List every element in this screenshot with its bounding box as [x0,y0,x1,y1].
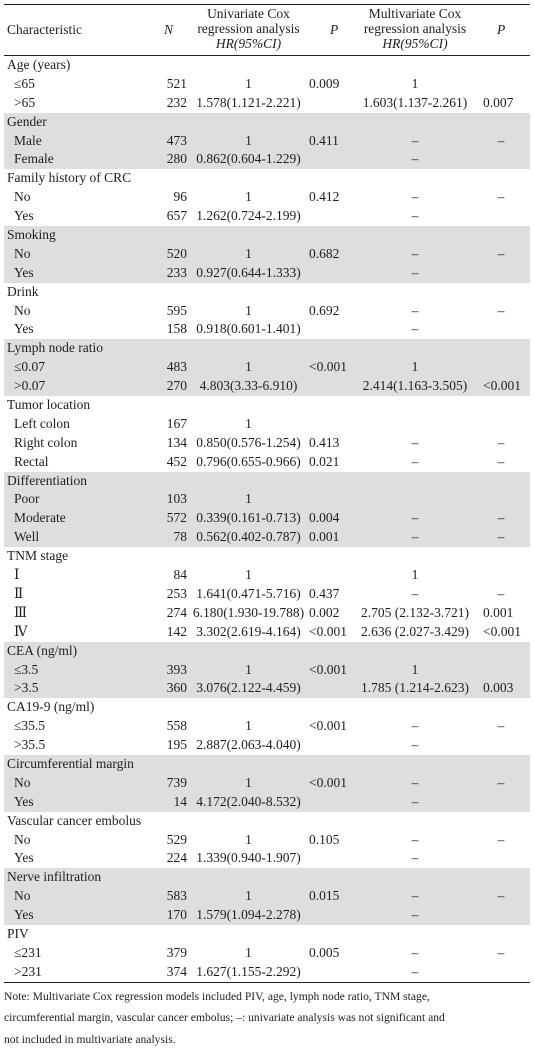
univariate-hr-cell: 1 [245,132,252,148]
count-cell: 142 [166,623,187,639]
univariate-hr-cell: 1 [245,302,252,318]
multivariate-hr-cell: – [411,888,419,904]
category-label: No [14,774,31,790]
count-cell: 452 [166,453,187,469]
univariate-hr-cell: 0.850(0.576-1.254) [196,434,301,450]
table-row [4,736,530,755]
univariate-hr-cell: 1 [245,189,252,205]
header-n: N [164,22,174,37]
group-title-row [4,169,530,188]
category-label: ≤231 [14,944,42,960]
category-label: Rectal [14,453,49,469]
variable-group [4,925,530,982]
table-row [4,188,530,207]
category-label: Ⅱ [14,585,24,601]
multivariate-hr-cell: – [411,208,419,224]
category-label: Yes [14,907,34,923]
variable-name: Lymph node ratio [7,340,103,356]
univariate-hr-cell: 2.887(2.063-4.040) [196,737,301,753]
count-cell: 167 [166,415,187,431]
header-characteristic: Characteristic [7,22,82,37]
category-label: >35.5 [14,737,46,753]
univariate-hr-cell: 3.302(2.619-4.164) [196,623,301,639]
count-cell: 253 [166,585,187,601]
multivariate-p-cell: 0.001 [483,604,514,620]
table-row [4,831,530,850]
univariate-hr-cell: 1 [245,774,252,790]
variable-group [4,339,530,396]
count-cell: 158 [166,321,187,337]
category-label: No [14,189,31,205]
table-row [4,661,530,680]
variable-name: Family history of CRC [7,170,132,186]
count-cell: 170 [166,907,187,923]
multivariate-hr-cell: – [411,132,419,148]
univariate-hr-cell: 1 [245,359,252,375]
variable-group [4,755,530,812]
multivariate-hr-cell: – [411,453,419,469]
univariate-p-cell: 0.002 [309,604,340,620]
group-title-row [4,113,530,132]
count-cell: 572 [166,510,187,526]
category-label: Yes [14,264,34,280]
variable-group [4,698,530,755]
table-row [4,793,530,812]
multivariate-hr-cell: 2.636 (2.027-3.429) [361,623,469,639]
multivariate-hr-cell: 2.705 (2.132-3.721) [361,604,469,620]
multivariate-hr-cell: 1 [411,359,419,375]
group-title-row [4,755,530,774]
header-multivariate-hr: HR(95%CI) [382,36,448,51]
multivariate-hr-cell: 1.603(1.137-2.261) [362,94,468,110]
univariate-hr-cell: 0.339(0.161-0.713) [196,510,301,526]
category-label: Yes [14,793,34,809]
group-title-row [4,396,530,415]
univariate-hr-cell: 1.579(1.094-2.278) [196,907,301,923]
univariate-hr-cell: 1 [245,567,252,583]
header-univariate-line2: regression analysis [197,21,300,36]
variable-name: PIV [7,925,29,941]
category-label: Poor [14,491,40,507]
count-cell: 520 [166,245,187,261]
table-row [4,490,530,509]
category-label: >231 [14,963,42,979]
univariate-p-cell: <0.001 [309,774,347,790]
table-row [4,150,530,169]
category-label: >65 [14,94,36,110]
multivariate-hr-cell: – [411,944,419,960]
univariate-hr-cell: 1 [245,75,252,91]
table-body [4,56,530,982]
multivariate-hr-cell: – [411,434,419,450]
multivariate-hr-cell: 1 [411,567,419,583]
univariate-hr-cell: 1 [245,491,252,507]
multivariate-hr-cell: – [411,907,419,923]
univariate-hr-cell: 0.862(0.604-1.229) [196,151,301,167]
count-cell: 360 [166,680,187,696]
variable-group [4,226,530,283]
count-cell: 379 [166,944,187,960]
multivariate-hr-cell: – [411,737,419,753]
variable-name: Age (years) [7,57,71,72]
univariate-hr-cell: 1 [245,831,252,847]
table-header [4,5,530,56]
variable-group [4,113,530,170]
univariate-hr-cell: 0.927(0.644-1.333) [196,264,301,280]
multivariate-p-cell: – [497,245,505,261]
univariate-hr-cell: 1 [245,661,252,677]
multivariate-p-cell: – [497,529,505,545]
count-cell: 280 [166,151,187,167]
table-row [4,132,530,151]
header-univariate-p: P [330,22,339,37]
count-cell: 103 [166,491,187,507]
univariate-p-cell: <0.001 [309,623,347,639]
variable-group [4,283,530,340]
count-cell: 558 [166,718,187,734]
univariate-hr-cell: 0.796(0.655-0.966) [196,453,301,469]
univariate-p-cell: 0.105 [309,831,340,847]
univariate-hr-cell: 1 [245,944,252,960]
table-row [4,566,530,585]
table-row [4,509,530,528]
univariate-p-cell: 0.015 [309,888,340,904]
multivariate-hr-cell: – [411,793,419,809]
count-cell: 595 [166,302,187,318]
header-univariate-line1: Univariate Cox [207,6,290,21]
category-label: Yes [14,208,34,224]
univariate-hr-cell: 1 [245,718,252,734]
univariate-hr-cell: 1.339(0.940-1.907) [196,850,301,866]
group-title-row [4,283,530,302]
multivariate-hr-cell: – [411,321,419,337]
univariate-p-cell: 0.001 [309,529,340,545]
count-cell: 232 [166,94,187,110]
univariate-hr-cell: 4.803(3.33-6.910) [199,378,298,394]
univariate-p-cell: 0.413 [309,434,340,450]
multivariate-p-cell: – [497,831,505,847]
category-label: ≤0.07 [14,359,46,375]
category-label: Right colon [14,434,78,450]
variable-name: Circumferential margin [7,755,134,771]
category-label: Ⅳ [14,623,28,639]
category-label: >0.07 [14,378,46,394]
category-label: ≤3.5 [14,661,39,677]
univariate-p-cell: <0.001 [309,359,347,375]
category-label: Well [14,529,40,545]
univariate-hr-cell: 6.180(1.930-19.788) [192,604,305,620]
group-title-row [4,56,530,75]
univariate-p-cell: 0.021 [309,453,340,469]
multivariate-p-cell: <0.001 [483,378,521,394]
univariate-hr-cell: 1 [245,245,252,261]
multivariate-hr-cell: – [411,529,419,545]
table-row [4,453,530,472]
count-cell: 583 [166,888,187,904]
multivariate-hr-cell: – [411,302,419,318]
univariate-hr-cell: 1 [245,888,252,904]
multivariate-hr-cell: 1 [411,661,419,677]
univariate-hr-cell: 1.641(0.471-5.716) [196,585,301,601]
count-cell: 224 [166,850,187,866]
group-title-row [4,339,530,358]
multivariate-p-cell: – [497,510,505,526]
table-row [4,434,530,453]
variable-name: Drink [7,283,39,299]
table-row [4,94,530,113]
multivariate-hr-cell: – [411,850,419,866]
univariate-p-cell: 0.437 [309,585,340,601]
count-cell: 233 [166,264,187,280]
multivariate-hr-cell: – [411,264,419,280]
count-cell: 483 [166,359,187,375]
category-label: No [14,245,31,261]
table-note [4,983,530,1051]
multivariate-hr-cell: – [411,963,419,979]
multivariate-hr-cell: – [411,774,419,790]
table-row [4,358,530,377]
count-cell: 78 [173,529,187,545]
univariate-p-cell: 0.682 [309,245,340,261]
univariate-p-cell: 0.412 [309,189,340,205]
note-line: not included in multivariate analysis. [4,1032,176,1046]
univariate-p-cell: 0.004 [309,510,340,526]
multivariate-hr-cell: – [411,189,419,205]
univariate-hr-cell: 1.627(1.155-2.292) [196,963,301,979]
multivariate-p-cell: 0.007 [483,94,514,110]
table-row [4,528,530,547]
category-label: No [14,302,31,318]
multivariate-hr-cell: 2.414(1.163-3.505) [362,378,468,394]
multivariate-hr-cell: – [411,585,419,601]
group-title-row [4,226,530,245]
count-cell: 195 [166,737,187,753]
univariate-hr-cell: 3.076(2.122-4.459) [196,680,301,696]
univariate-p-cell: 0.005 [309,944,340,960]
variable-group [4,472,530,548]
multivariate-hr-cell: 1.785 (1.214-2.623) [361,680,469,696]
table-row [4,302,530,321]
multivariate-p-cell: – [497,453,505,469]
header-multivariate-line1: Multivariate Cox [368,6,462,21]
category-label: Left colon [14,415,70,431]
variable-name: Vascular cancer embolus [7,812,142,828]
category-label: Ⅲ [14,604,28,620]
multivariate-p-cell: 0.003 [483,680,514,696]
multivariate-hr-cell: – [411,718,419,734]
univariate-hr-cell: 0.918(0.601-1.401) [196,321,301,337]
category-label: No [14,888,31,904]
multivariate-p-cell: – [497,774,505,790]
table-row [4,849,530,868]
multivariate-p-cell: – [497,434,505,450]
multivariate-hr-cell: – [411,831,419,847]
variable-name: TNM stage [7,548,69,564]
multivariate-hr-cell: – [411,245,419,261]
variable-group [4,56,530,113]
univariate-hr-cell: 1.578(1.121-2.221) [196,94,301,110]
category-label: ≤35.5 [14,718,46,734]
group-title-row [4,812,530,831]
count-cell: 274 [166,604,187,620]
category-label: Yes [14,321,34,337]
univariate-p-cell: 0.009 [309,75,340,91]
count-cell: 84 [173,567,187,583]
variable-name: Nerve infiltration [7,869,102,885]
count-cell: 393 [166,661,187,677]
multivariate-p-cell: <0.001 [483,623,521,639]
table-row [4,377,530,396]
group-title-row [4,698,530,717]
multivariate-p-cell: – [497,189,505,205]
category-label: ≤65 [14,75,35,91]
category-label: Male [14,132,42,148]
univariate-hr-cell: 4.172(2.040-8.532) [196,793,301,809]
category-label: Moderate [14,510,66,526]
table-row [4,604,530,623]
table-row [4,887,530,906]
category-label: Ⅰ [14,567,20,583]
variable-group [4,169,530,226]
variable-name: Tumor location [7,397,91,413]
count-cell: 134 [166,434,187,450]
table-row [4,963,530,982]
univariate-p-cell: 0.692 [309,302,340,318]
variable-name: CA19-9 (ng/ml) [7,699,95,715]
multivariate-p-cell: – [497,944,505,960]
category-label: >3.5 [14,680,39,696]
count-cell: 473 [166,132,187,148]
header-univariate-hr: HR(95%CI) [215,36,282,51]
table-row [4,906,530,925]
table-row [4,320,530,339]
multivariate-hr-cell: – [411,510,419,526]
count-cell: 529 [166,831,187,847]
table-row [4,245,530,264]
count-cell: 270 [166,378,187,394]
variable-group [4,396,530,472]
count-cell: 521 [166,75,187,91]
univariate-p-cell: 0.411 [309,132,339,148]
category-label: Yes [14,850,34,866]
header-multivariate-p: P [497,22,506,37]
note-line: circumferential margin, vascular cancer embolus; –: univariate analysis was not significant and [4,1011,445,1025]
table-row [4,585,530,604]
table-row [4,944,530,963]
group-title-row [4,925,530,944]
note-line: Note: Multivariate Cox regression models included PIV, age, lymph node ratio, TNM stage, [4,989,430,1003]
count-cell: 14 [173,793,187,809]
group-title-row [4,472,530,491]
table-row [4,623,530,642]
variable-name: CEA (ng/ml) [7,642,78,658]
multivariate-p-cell: – [497,132,505,148]
variable-group [4,812,530,869]
table-row [4,679,530,698]
group-title-row [4,642,530,661]
category-label: No [14,831,31,847]
regression-table [4,4,530,1050]
variable-name: Differentiation [7,472,87,488]
variable-group [4,642,530,699]
multivariate-p-cell: – [497,585,505,601]
count-cell: 657 [166,208,187,224]
univariate-p-cell: <0.001 [309,718,347,734]
count-cell: 96 [173,189,187,205]
multivariate-p-cell: – [497,718,505,734]
variable-name: Gender [7,113,47,129]
multivariate-hr-cell: 1 [411,75,419,91]
multivariate-p-cell: – [497,302,505,318]
group-title-row [4,868,530,887]
variable-name: Smoking [7,227,56,243]
count-cell: 374 [166,963,187,979]
variable-group [4,868,530,925]
table-row [4,774,530,793]
multivariate-hr-cell: – [411,151,419,167]
table-row [4,264,530,283]
category-label: Female [14,151,54,167]
table-row [4,717,530,736]
table-row [4,415,530,434]
header-multivariate-line2: regression analysis [363,21,467,36]
table-row [4,75,530,94]
univariate-p-cell: <0.001 [309,661,347,677]
multivariate-p-cell: – [497,888,505,904]
group-title-row [4,547,530,566]
univariate-hr-cell: 1.262(0.724-2.199) [196,208,301,224]
table-row [4,207,530,226]
variable-group [4,547,530,641]
count-cell: 739 [166,774,187,790]
univariate-hr-cell: 0.562(0.402-0.787) [196,529,301,545]
univariate-hr-cell: 1 [245,415,252,431]
